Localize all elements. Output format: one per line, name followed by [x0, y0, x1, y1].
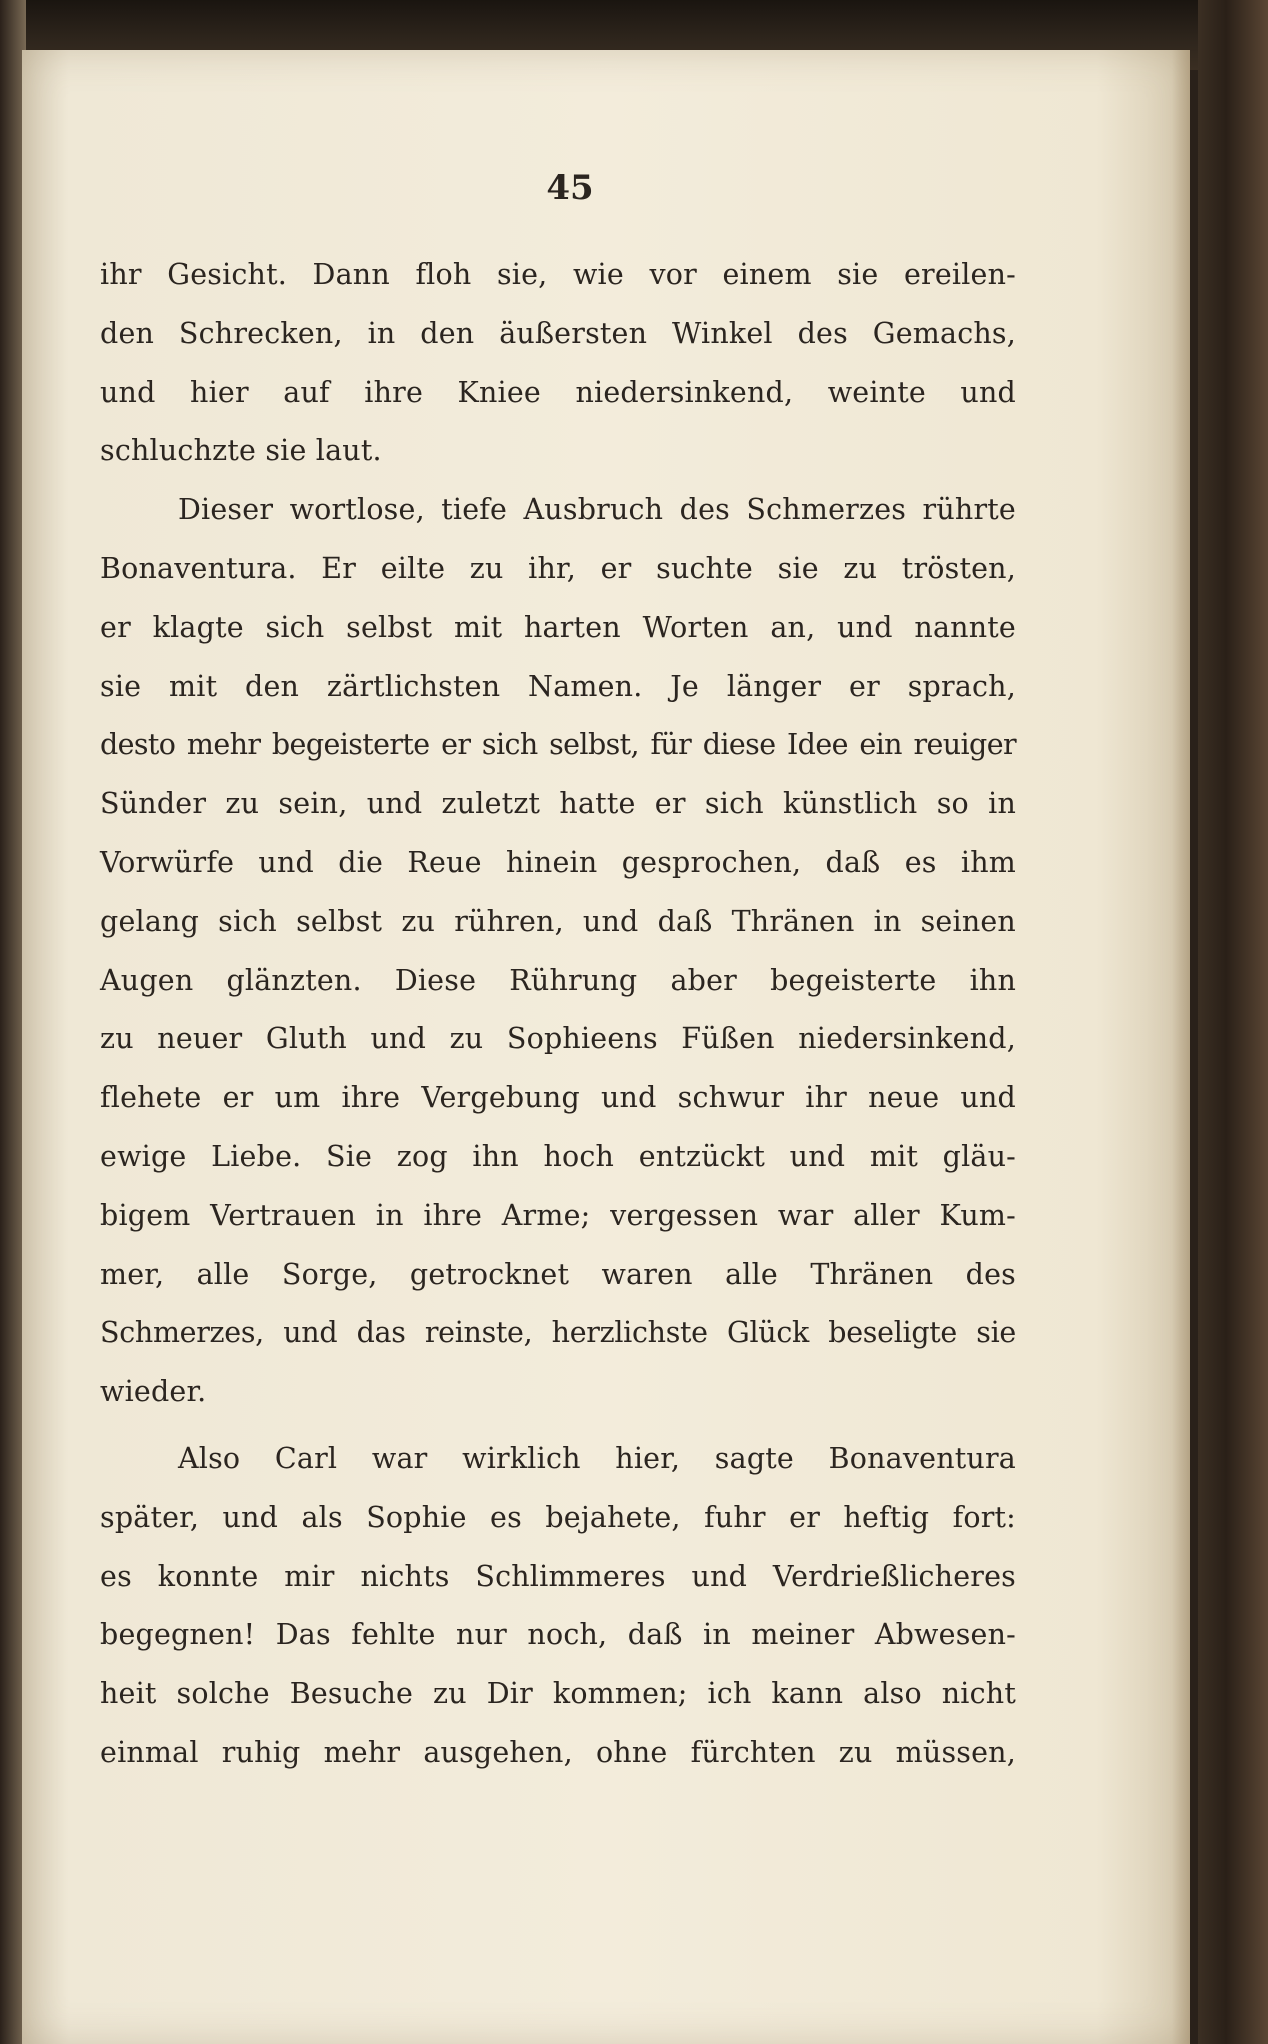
text-line: ewige Liebe. Sie zog ihn hoch entzückt und mit gläu- — [100, 1139, 1016, 1173]
text-line: Sünder zu sein, und zuletzt hatte er sich künstlich so in — [100, 787, 1016, 821]
text-line: Dieser wortlose, tiefe Ausbruch des Schmerzes rührte — [178, 493, 1016, 527]
text-line: den Schrecken, in den äußersten Winkel des Gemachs, — [100, 316, 1016, 350]
text-line: ihr Gesicht. Dann floh sie, wie vor einem sie ereilen- — [100, 258, 1016, 291]
text-line: flehete er um ihre Vergebung und schwur ihr neue und — [100, 1081, 1016, 1115]
text-line: zu neuer Gluth und zu Sophieens Füßen niedersinkend, — [100, 1022, 1016, 1056]
text-line: sie mit den zärtlichsten Namen. Je länger er sprach, — [100, 669, 1016, 703]
text-line: heit solche Besuche zu Dir kommen; ich kann also nicht — [100, 1677, 1016, 1711]
page-body-text — [100, 246, 1016, 1783]
text-line: desto mehr begeisterte er sich selbst, für diese Idee ein reuiger — [100, 728, 1016, 762]
text-line: Schmerzes, und das reinste, herzlichste Glück beseligte sie — [100, 1316, 1016, 1350]
paragraph-gap — [100, 1422, 1016, 1430]
text-line: bigem Vertrauen in ihre Arme; vergessen war aller Kum- — [100, 1198, 1016, 1232]
text-line: er klagte sich selbst mit harten Worten an, und nannte — [100, 610, 1016, 644]
text-line: wieder. — [100, 1375, 207, 1409]
text-line: und hier auf ihre Kniee niedersinkend, weinte und — [100, 375, 1016, 409]
book-page — [22, 50, 1190, 2044]
text-line: einmal ruhig mehr ausgehen, ohne fürchten zu müssen, — [100, 1735, 1016, 1769]
page-edge-shadow — [1172, 50, 1190, 2044]
text-line: Vorwürfe und die Reue hinein gesprochen, daß es ihm — [100, 845, 1016, 879]
text-line: Augen glänzten. Diese Rührung aber begeisterte ihn — [100, 963, 1016, 997]
text-line: begegnen! Das fehlte nur noch, daß in meiner Abwesen- — [100, 1618, 1016, 1652]
text-line: Also Carl war wirklich hier, sagte Bonaventura — [178, 1441, 1016, 1475]
text-line: schluchzte sie laut. — [100, 434, 382, 468]
book-cover-edge — [1198, 0, 1268, 2044]
text-line: gelang sich selbst zu rühren, und daß Thränen in seinen — [100, 904, 1016, 938]
text-line: später, und als Sophie es bejahete, fuhr er heftig fort: — [100, 1500, 1016, 1534]
text-line: mer, alle Sorge, getrocknet waren alle Thränen des — [100, 1257, 1016, 1291]
page-number: 45 — [546, 168, 594, 208]
text-line: Bonaventura. Er eilte zu ihr, er suchte sie zu trösten, — [100, 551, 1016, 585]
text-line: es konnte mir nichts Schlimmeres und Verdrießlicheres — [100, 1559, 1016, 1593]
